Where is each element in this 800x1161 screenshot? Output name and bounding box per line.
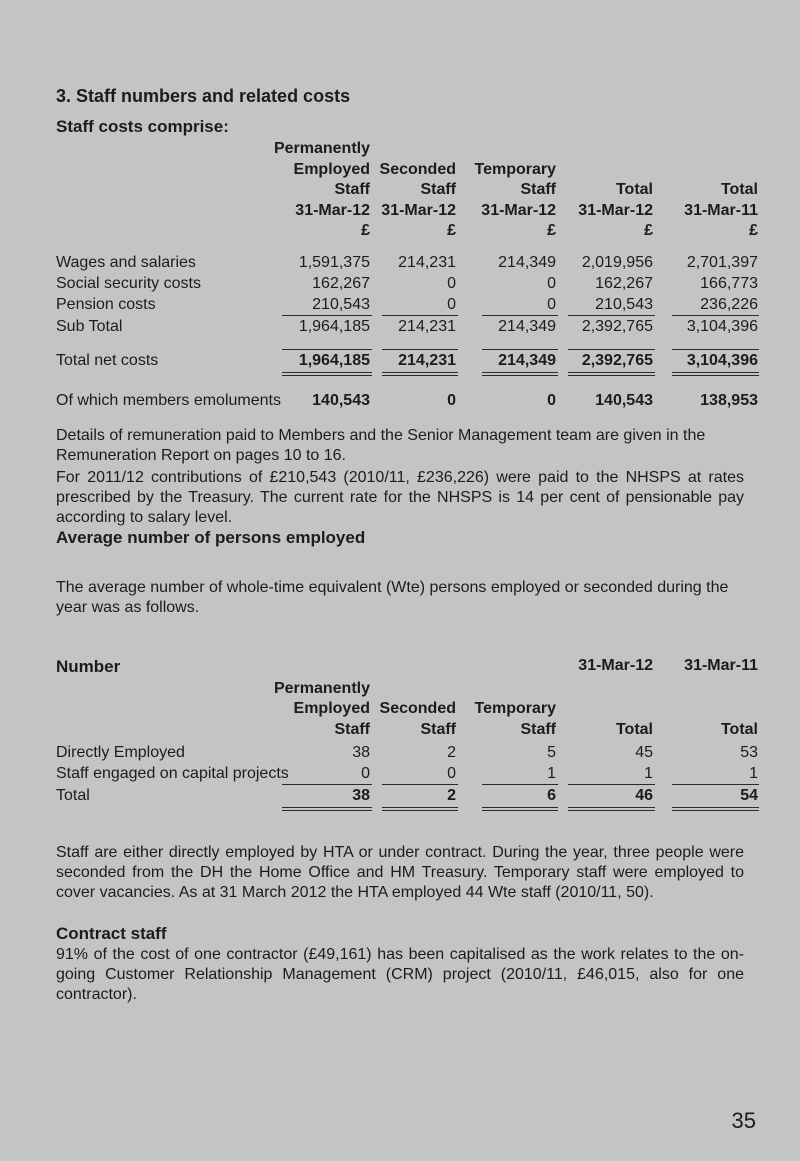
rule bbox=[672, 349, 759, 350]
costs-cell: 214,349 bbox=[498, 318, 556, 335]
costs-cell: 2,392,765 bbox=[581, 318, 653, 335]
number-cell: 1 bbox=[749, 765, 758, 782]
double-underline bbox=[282, 807, 372, 811]
costs-col-5-line-3: £ bbox=[749, 222, 758, 239]
costs-col-3-line-1: Temporary bbox=[474, 161, 556, 178]
number-cell: 2 bbox=[447, 744, 456, 761]
costs-cell: 210,543 bbox=[312, 296, 370, 313]
rule bbox=[482, 349, 558, 350]
costs-cell: 0 bbox=[447, 296, 456, 313]
section-title: 3. Staff numbers and related costs bbox=[56, 86, 351, 106]
costs-cell: 1,964,185 bbox=[298, 318, 370, 335]
number-cell: 2 bbox=[447, 787, 456, 804]
rule bbox=[568, 349, 655, 350]
number-year-header: 31-Mar-11 bbox=[684, 657, 758, 674]
costs-cell: 2,392,765 bbox=[581, 352, 653, 369]
costs-row-label: Sub Total bbox=[56, 318, 123, 335]
costs-col-2-line-3: 31-Mar-12 bbox=[381, 202, 456, 219]
number-col-2-line-1: Seconded bbox=[379, 700, 456, 717]
double-underline bbox=[482, 372, 558, 376]
underline bbox=[482, 315, 558, 316]
underline bbox=[482, 784, 558, 785]
number-col-1-line-1: Permanently bbox=[273, 680, 370, 697]
costs-col-1-line-1: Permanently bbox=[273, 140, 370, 157]
costs-cell: 0 bbox=[547, 392, 556, 409]
avg-paragraph: The average number of whole-time equivalent (Wte) persons employed or seconded during the year was as follows. bbox=[56, 579, 729, 616]
contract-heading: Contract staff bbox=[56, 924, 167, 943]
underline bbox=[282, 315, 372, 316]
costs-row-label: Pension costs bbox=[56, 296, 156, 313]
costs-col-5-line-1: Total bbox=[720, 181, 758, 198]
costs-cell: 214,349 bbox=[498, 352, 556, 369]
costs-row-label: Total net costs bbox=[56, 352, 159, 369]
double-underline bbox=[382, 372, 458, 376]
number-col-3-line-1: Temporary bbox=[474, 700, 556, 717]
number-col-2-line-2: Staff bbox=[420, 721, 456, 738]
number-col-4-line-1: Total bbox=[615, 721, 653, 738]
underline bbox=[672, 784, 759, 785]
number-cell: 46 bbox=[635, 787, 653, 804]
costs-col-2-line-2: Staff bbox=[420, 181, 456, 198]
underline bbox=[568, 315, 655, 316]
double-underline bbox=[672, 372, 759, 376]
number-cell: 5 bbox=[547, 744, 556, 761]
double-underline bbox=[482, 807, 558, 811]
costs-cell: 0 bbox=[547, 275, 556, 292]
rule bbox=[382, 349, 458, 350]
number-col-1-line-2: Employed bbox=[293, 700, 370, 717]
costs-cell: 214,349 bbox=[498, 254, 556, 271]
remuneration-paragraph: Details of remuneration paid to Members and the Senior Management team are given in the Remuneration Report on pages 10 to 16. bbox=[56, 427, 706, 464]
costs-col-1-line-3: Staff bbox=[334, 181, 370, 198]
number-col-1-line-3: Staff bbox=[334, 721, 370, 738]
number-cell: 1 bbox=[644, 765, 653, 782]
costs-cell: 0 bbox=[547, 296, 556, 313]
underline bbox=[568, 784, 655, 785]
underline bbox=[282, 784, 372, 785]
costs-cell: 1,964,185 bbox=[298, 352, 370, 369]
number-cell: 38 bbox=[352, 744, 370, 761]
costs-cell: 162,267 bbox=[595, 275, 653, 292]
costs-cell: 138,953 bbox=[700, 392, 758, 409]
costs-cell: 214,231 bbox=[398, 254, 456, 271]
underline bbox=[382, 315, 458, 316]
costs-cell: 0 bbox=[447, 275, 456, 292]
page-number: 35 bbox=[731, 1108, 756, 1133]
number-col-5-line-1: Total bbox=[720, 721, 758, 738]
costs-cell: 0 bbox=[447, 392, 456, 409]
costs-cell: 140,543 bbox=[595, 392, 653, 409]
number-cell: 1 bbox=[547, 765, 556, 782]
double-underline bbox=[568, 372, 655, 376]
number-year-header: 31-Mar-12 bbox=[578, 657, 653, 674]
costs-col-2-line-1: Seconded bbox=[379, 161, 456, 178]
costs-cell: 162,267 bbox=[312, 275, 370, 292]
costs-col-1-line-2: Employed bbox=[293, 161, 370, 178]
pension-paragraph: For 2011/12 contributions of £210,543 (2010/11, £236,226) were paid to the NHSPS at rates prescribed by the Treasury. The current rate for the NHSPS is 14 per cent of pensionable pay according to salary level. bbox=[56, 469, 744, 526]
costs-cell: 214,231 bbox=[398, 352, 456, 369]
staff-paragraph: Staff are either directly employed by HTA or under contract. During the year, three people were seconded from the DH the Home Office and HM Treasury. Temporary staff were employed to cover vacancies. As at 31 March 2012 the HTA employed 44 Wte staff (2010/11, 50). bbox=[56, 844, 744, 901]
number-cell: 0 bbox=[447, 765, 456, 782]
number-cell: 6 bbox=[547, 787, 556, 804]
number-label: Number bbox=[56, 657, 121, 676]
costs-cell: 2,701,397 bbox=[686, 254, 758, 271]
costs-col-3-line-2: Staff bbox=[520, 181, 556, 198]
costs-col-3-line-4: £ bbox=[547, 222, 556, 239]
costs-col-4-line-2: 31-Mar-12 bbox=[578, 202, 653, 219]
double-underline bbox=[672, 807, 759, 811]
number-cell: 53 bbox=[740, 744, 758, 761]
costs-heading: Staff costs comprise: bbox=[56, 117, 229, 136]
costs-cell: 1,591,375 bbox=[298, 254, 370, 271]
costs-col-4-line-3: £ bbox=[644, 222, 653, 239]
double-underline bbox=[382, 807, 458, 811]
costs-cell: 2,019,956 bbox=[581, 254, 653, 271]
number-cell: 0 bbox=[361, 765, 370, 782]
number-row-label: Staff engaged on capital projects bbox=[56, 765, 289, 782]
number-cell: 38 bbox=[352, 787, 370, 804]
number-col-3-line-2: Staff bbox=[520, 721, 556, 738]
costs-cell: 210,543 bbox=[595, 296, 653, 313]
costs-row-label: Social security costs bbox=[56, 275, 201, 292]
number-cell: 54 bbox=[740, 787, 758, 804]
costs-row-label: Of which members emoluments bbox=[56, 392, 281, 409]
costs-col-1-line-4: 31-Mar-12 bbox=[295, 202, 370, 219]
costs-col-2-line-4: £ bbox=[447, 222, 456, 239]
avg-heading: Average number of persons employed bbox=[56, 528, 366, 547]
costs-cell: 236,226 bbox=[700, 296, 758, 313]
costs-row-label: Wages and salaries bbox=[56, 254, 196, 271]
number-cell: 45 bbox=[635, 744, 653, 761]
costs-col-5-line-2: 31-Mar-11 bbox=[684, 202, 758, 219]
underline bbox=[672, 315, 759, 316]
number-row-label: Total bbox=[56, 787, 90, 804]
double-underline bbox=[568, 807, 655, 811]
number-row-label: Directly Employed bbox=[56, 744, 185, 761]
rule bbox=[282, 349, 372, 350]
double-underline bbox=[282, 372, 372, 376]
costs-cell: 214,231 bbox=[398, 318, 456, 335]
underline bbox=[382, 784, 458, 785]
contract-paragraph: 91% of the cost of one contractor (£49,161) has been capitalised as the work relates to the on-going Customer Relationship Management (CRM) project (2010/11, £46,015, also for one contractor). bbox=[56, 946, 744, 1003]
costs-cell: 166,773 bbox=[700, 275, 758, 292]
costs-col-4-line-1: Total bbox=[615, 181, 653, 198]
costs-col-3-line-3: 31-Mar-12 bbox=[481, 202, 556, 219]
costs-col-1-line-5: £ bbox=[361, 222, 370, 239]
costs-cell: 3,104,396 bbox=[686, 318, 758, 335]
costs-cell: 140,543 bbox=[312, 392, 370, 409]
costs-cell: 3,104,396 bbox=[686, 352, 758, 369]
